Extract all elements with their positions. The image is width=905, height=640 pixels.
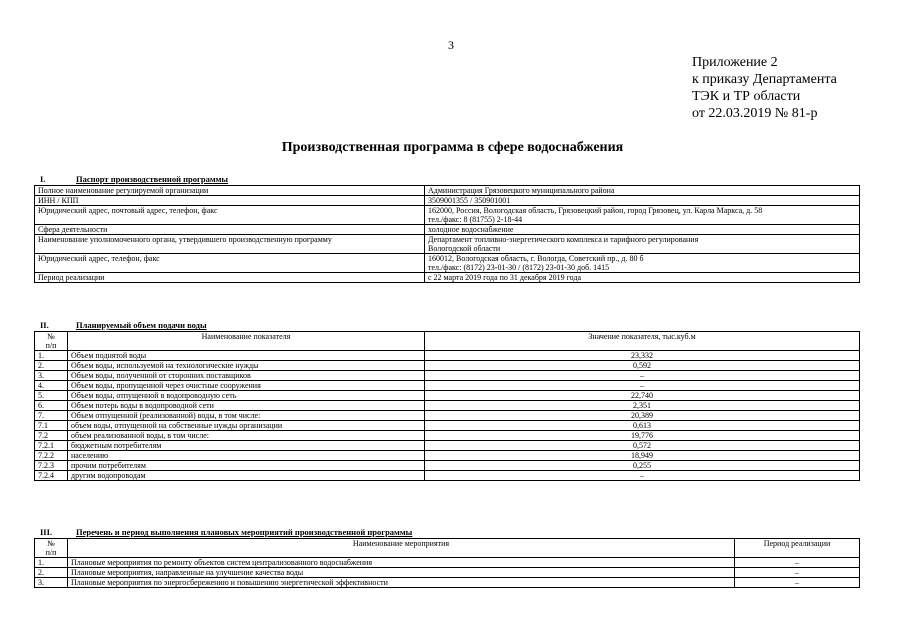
passport-value-line: Вологодской области xyxy=(428,244,501,253)
header-num-line2: п/п xyxy=(45,548,57,557)
indicator-value: 0,613 xyxy=(425,421,860,431)
indicator-name: населению xyxy=(68,451,425,461)
header-name: Наименование показателя xyxy=(68,332,425,351)
table-row xyxy=(35,461,860,471)
document-title: Производственная программа в сфере водоснабжения xyxy=(281,140,624,155)
passport-table xyxy=(34,185,860,283)
indicator-name: Объем отпущенной (реализованной) воды, в том числе: xyxy=(68,411,425,421)
passport-value xyxy=(425,186,860,196)
passport-value-line: тел./факс: (8172) 23-01-30 / (8172) 23-01-30 доб. 1415 xyxy=(428,263,610,272)
appendix-block xyxy=(692,54,837,122)
passport-value xyxy=(425,273,860,283)
passport-key: ИНН / КПП xyxy=(35,196,425,206)
indicator-value: 0,592 xyxy=(425,361,860,371)
row-number: 2. xyxy=(35,361,68,371)
passport-value-line: Администрация Грязовецкого муниципального района xyxy=(428,186,615,195)
table-row xyxy=(35,186,860,196)
header-value: Значение показателя, тыс.куб.м xyxy=(425,332,860,351)
passport-value-line: 160012, Вологодская область, г. Вологда, Советский пр., д. 80 б xyxy=(428,254,644,263)
water-volume-table xyxy=(34,331,860,481)
indicator-name: Объем поднятой воды xyxy=(68,351,425,361)
table-row xyxy=(35,225,860,235)
appendix-line: к приказу Департамента xyxy=(692,72,837,87)
header-num-line2: п/п xyxy=(45,341,57,350)
row-number: 2. xyxy=(35,568,68,578)
passport-value-line: Департамент топливно-энергетического комплекса и тарифного регулирования xyxy=(428,235,699,244)
table-row xyxy=(35,441,860,451)
passport-key: Период реализации xyxy=(35,273,425,283)
row-number: 5. xyxy=(35,391,68,401)
section1-heading xyxy=(40,174,228,184)
indicator-value: 0,572 xyxy=(425,441,860,451)
indicator-value: 0,255 xyxy=(425,461,860,471)
indicator-value: – xyxy=(425,381,860,391)
table-row xyxy=(35,411,860,421)
indicator-value: 22,740 xyxy=(425,391,860,401)
passport-value xyxy=(425,196,860,206)
table-row xyxy=(35,401,860,411)
passport-value xyxy=(425,206,860,225)
indicator-name: прочим потребителям xyxy=(68,461,425,471)
passport-value xyxy=(425,254,860,273)
section3-heading xyxy=(40,527,412,537)
indicator-name: Объем потерь воды в водопроводной сети xyxy=(68,401,425,411)
table-row xyxy=(35,471,860,481)
indicator-name: Объем воды, пропущенной через очистные сооружения xyxy=(68,381,425,391)
row-number: 1. xyxy=(35,351,68,361)
passport-value-line: 3509001355 / 350901001 xyxy=(428,196,511,205)
measure-name: Плановые мероприятия, направленные на улучшение качества воды xyxy=(68,568,735,578)
indicator-name: объем реализованной воды, в том числе: xyxy=(68,431,425,441)
table-row xyxy=(35,578,860,588)
row-number: 7.2.4 xyxy=(35,471,68,481)
header-num xyxy=(35,539,68,558)
section2-heading xyxy=(40,320,207,330)
row-number: 7.2.3 xyxy=(35,461,68,471)
table-row xyxy=(35,558,860,568)
measure-period: – xyxy=(735,558,860,568)
indicator-value: 20,389 xyxy=(425,411,860,421)
table-row xyxy=(35,421,860,431)
indicator-value: 18,949 xyxy=(425,451,860,461)
appendix-line: Приложение 2 xyxy=(692,55,778,70)
row-number: 6. xyxy=(35,401,68,411)
table-header-row xyxy=(35,332,860,351)
section-title: Перечень и период выполнения плановых мероприятий производственной программы xyxy=(76,527,413,537)
measure-name: Плановые мероприятия по энергосбережению и повышению энергетической эффективности xyxy=(68,578,735,588)
measure-period: – xyxy=(735,568,860,578)
passport-value xyxy=(425,225,860,235)
section-title: Паспорт производственной программы xyxy=(76,174,229,184)
passport-value-line: холодное водоснабжение xyxy=(428,225,514,234)
table-row xyxy=(35,351,860,361)
indicator-name: Объем воды, используемой на технологические нужды xyxy=(68,361,425,371)
row-number: 7.1 xyxy=(35,421,68,431)
header-period: Период реализации xyxy=(735,539,860,558)
page-number: 3 xyxy=(448,38,454,52)
indicator-value: – xyxy=(425,471,860,481)
indicator-name: бюджетным потребителям xyxy=(68,441,425,451)
passport-key: Сфера деятельности xyxy=(35,225,425,235)
indicator-name: Объем воды, отпущенной в водопроводную сеть xyxy=(68,391,425,401)
indicator-value: 19,776 xyxy=(425,431,860,441)
measure-name: Плановые мероприятия по ремонту объектов систем централизованного водоснабжения xyxy=(68,558,735,568)
passport-key: Юридический адрес, телефон, факс xyxy=(35,254,425,273)
passport-key: Полное наименование регулируемой организации xyxy=(35,186,425,196)
table-row xyxy=(35,196,860,206)
row-number: 3. xyxy=(35,371,68,381)
indicator-value: – xyxy=(425,371,860,381)
passport-value-line: тел./факс: 8 (81755) 2-18-44 xyxy=(428,215,523,224)
table-header-row xyxy=(35,539,860,558)
table-row xyxy=(35,431,860,441)
passport-value xyxy=(425,235,860,254)
row-number: 7. xyxy=(35,411,68,421)
passport-value-line: с 22 марта 2019 года по 31 декабря 2019 года xyxy=(428,273,582,282)
indicator-name: объем воды, отпущенной на собственные нужды организации xyxy=(68,421,425,431)
row-number: 3. xyxy=(35,578,68,588)
table-row xyxy=(35,381,860,391)
header-name: Наименование мероприятия xyxy=(68,539,735,558)
indicator-value: 23,332 xyxy=(425,351,860,361)
passport-key: Наименование уполномоченного органа, утвердившего производственную программу xyxy=(35,235,425,254)
passport-key: Юридический адрес, почтовый адрес, телефон, факс xyxy=(35,206,425,225)
measures-table xyxy=(34,538,860,588)
measure-period: – xyxy=(735,578,860,588)
section-title: Планируемый объем подачи воды xyxy=(76,320,207,330)
row-number: 7.2 xyxy=(35,431,68,441)
row-number: 7.2.1 xyxy=(35,441,68,451)
indicator-name: Объем воды, полученной от сторонних поставщиков xyxy=(68,371,425,381)
table-row xyxy=(35,206,860,225)
row-number: 4. xyxy=(35,381,68,391)
table-row xyxy=(35,371,860,381)
table-row xyxy=(35,254,860,273)
table-row xyxy=(35,568,860,578)
table-row xyxy=(35,273,860,283)
header-num-line1: № xyxy=(47,539,55,548)
table-row xyxy=(35,361,860,371)
section-number: II. xyxy=(40,320,49,330)
table-row xyxy=(35,451,860,461)
passport-value-line: 162000, Россия, Вологодская область, Грязовецкий район, город Грязовец, ул. Карла Маркса, д. 58 xyxy=(428,206,763,215)
header-num-line1: № xyxy=(47,332,55,341)
section-number: III. xyxy=(40,527,53,537)
appendix-line: от 22.03.2019 № 81-р xyxy=(692,106,818,121)
row-number: 7.2.2 xyxy=(35,451,68,461)
header-num xyxy=(35,332,68,351)
row-number: 1. xyxy=(35,558,68,568)
appendix-line: ТЭК и ТР области xyxy=(692,89,801,104)
table-row xyxy=(35,235,860,254)
section-number: I. xyxy=(40,174,46,184)
indicator-name: другим водопроводам xyxy=(68,471,425,481)
indicator-value: 2,351 xyxy=(425,401,860,411)
table-row xyxy=(35,391,860,401)
